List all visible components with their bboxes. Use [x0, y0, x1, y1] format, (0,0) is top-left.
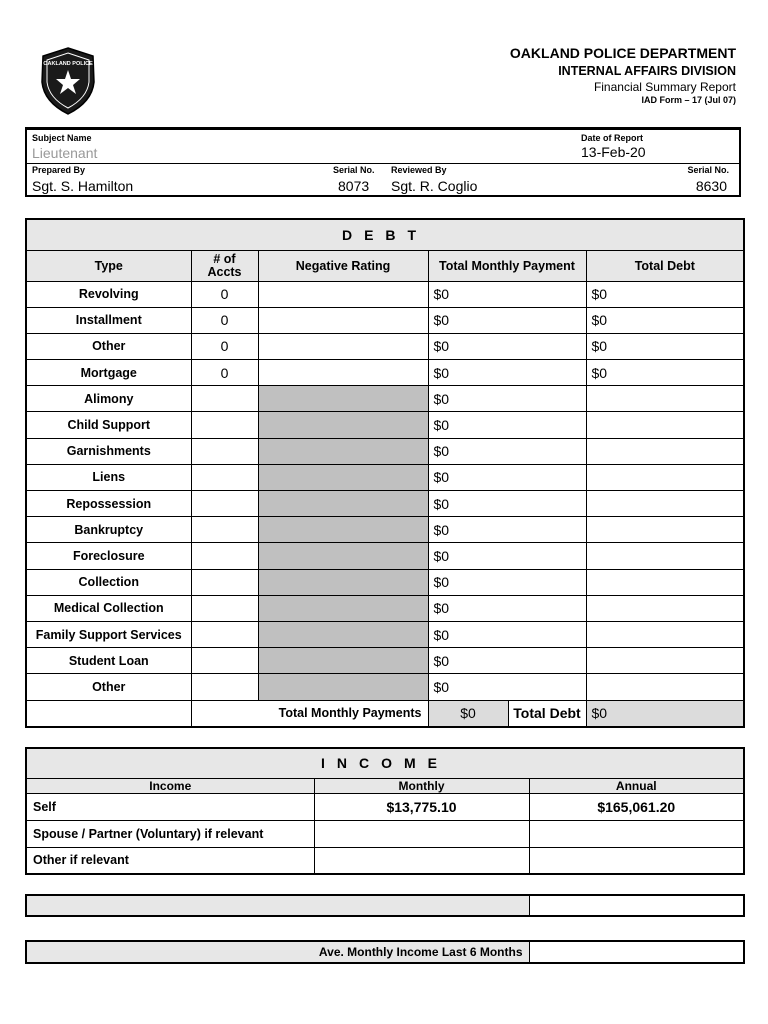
blank-summary-value[interactable] — [529, 895, 744, 916]
division-name: INTERNAL AFFAIRS DIVISION — [558, 64, 736, 78]
debt-negative-rating-cell — [258, 464, 428, 490]
debt-monthly-payment-cell[interactable]: $0 — [428, 543, 586, 569]
total-monthly-payments-label: Total Monthly Payments — [191, 700, 428, 727]
debt-negative-rating-cell[interactable] — [258, 333, 428, 359]
avg-monthly-income-row — [25, 940, 745, 964]
total-debt-label: Total Debt — [508, 700, 586, 727]
debt-type-cell: Student Loan — [26, 648, 191, 674]
seal-text: OAKLAND POLICE — [43, 61, 93, 67]
debt-accts-cell[interactable] — [191, 464, 258, 490]
debt-monthly-payment-cell[interactable]: $0 — [428, 595, 586, 621]
date-of-report-value[interactable]: 13-Feb-20 — [581, 144, 646, 160]
serial-no-value-2[interactable]: 8630 — [695, 178, 727, 194]
debt-monthly-payment-cell[interactable]: $0 — [428, 412, 586, 438]
debt-row — [26, 464, 744, 490]
debt-accts-cell[interactable] — [191, 674, 258, 700]
debt-accts-cell[interactable] — [191, 517, 258, 543]
income-row-spouse-label: Spouse / Partner (Voluntary) if relevant — [26, 820, 314, 847]
subject-name-value[interactable]: Lieutenant — [32, 145, 98, 161]
reviewed-by-label: Reviewed By — [391, 165, 447, 175]
debt-row — [26, 621, 744, 647]
income-section-title: INCOME — [26, 748, 744, 778]
debt-negative-rating-cell — [258, 517, 428, 543]
debt-total-cell[interactable] — [586, 621, 744, 647]
debt-type-cell: Revolving — [26, 281, 191, 307]
debt-type-cell: Medical Collection — [26, 595, 191, 621]
debt-type-cell: Family Support Services — [26, 621, 191, 647]
debt-row — [26, 307, 744, 333]
debt-monthly-payment-cell[interactable]: $0 — [428, 648, 586, 674]
income-row-other-monthly[interactable] — [314, 847, 529, 874]
debt-negative-rating-cell — [258, 386, 428, 412]
debt-total-cell[interactable] — [586, 491, 744, 517]
oakland-police-seal — [38, 46, 98, 116]
debt-negative-rating-cell — [258, 412, 428, 438]
income-row-self-monthly[interactable]: $13,775.10 — [314, 793, 529, 820]
debt-accts-cell[interactable] — [191, 621, 258, 647]
debt-accts-cell[interactable] — [191, 543, 258, 569]
debt-monthly-payment-cell[interactable]: $0 — [428, 464, 586, 490]
debt-row — [26, 412, 744, 438]
debt-total-cell[interactable] — [586, 648, 744, 674]
debt-negative-rating-cell — [258, 674, 428, 700]
income-header-annual: Annual — [529, 778, 744, 793]
serial-no-label-1: Serial No. — [333, 165, 375, 175]
income-row-other-label: Other if relevant — [26, 847, 314, 874]
date-of-report-label: Date of Report — [581, 133, 644, 143]
debt-row — [26, 360, 744, 386]
subject-name-label: Subject Name — [32, 133, 92, 143]
debt-total-cell[interactable] — [586, 569, 744, 595]
debt-accts-cell[interactable] — [191, 569, 258, 595]
debt-negative-rating-cell — [258, 648, 428, 674]
debt-type-cell: Foreclosure — [26, 543, 191, 569]
debt-section-title: DEBT — [26, 219, 744, 250]
serial-no-value-1[interactable]: 8073 — [338, 178, 370, 194]
debt-accts-cell[interactable] — [191, 412, 258, 438]
income-row-other-annual[interactable] — [529, 847, 744, 874]
debt-type-cell: Mortgage — [26, 360, 191, 386]
debt-negative-rating-cell[interactable] — [258, 281, 428, 307]
debt-total-cell[interactable] — [586, 674, 744, 700]
debt-row — [26, 648, 744, 674]
debt-accts-cell[interactable] — [191, 386, 258, 412]
debt-negative-rating-cell — [258, 438, 428, 464]
debt-accts-cell[interactable]: 0 — [191, 307, 258, 333]
debt-accts-cell[interactable] — [191, 648, 258, 674]
income-row-self-label: Self — [26, 793, 314, 820]
debt-accts-cell[interactable] — [191, 595, 258, 621]
debt-total-cell[interactable]: $0 — [586, 360, 744, 386]
debt-total-cell[interactable]: $0 — [586, 333, 744, 359]
total-debt-value[interactable]: $0 — [586, 700, 744, 727]
debt-total-cell[interactable] — [586, 543, 744, 569]
debt-total-cell[interactable]: $0 — [586, 281, 744, 307]
debt-negative-rating-cell — [258, 543, 428, 569]
blank-summary-row — [25, 894, 745, 917]
income-row-spouse-monthly[interactable] — [314, 820, 529, 847]
debt-row — [26, 333, 744, 359]
debt-type-cell: Collection — [26, 569, 191, 595]
debt-negative-rating-cell — [258, 491, 428, 517]
debt-type-cell: Other — [26, 674, 191, 700]
debt-negative-rating-cell — [258, 595, 428, 621]
debt-negative-rating-cell[interactable] — [258, 360, 428, 386]
debt-row — [26, 491, 744, 517]
avg-monthly-income-value[interactable] — [529, 941, 744, 963]
debt-total-cell[interactable]: $0 — [586, 307, 744, 333]
debt-type-cell: Liens — [26, 464, 191, 490]
debt-type-cell: Garnishments — [26, 438, 191, 464]
header-num-accts: # of Accts — [191, 250, 258, 281]
debt-monthly-payment-cell[interactable]: $0 — [428, 281, 586, 307]
total-monthly-payments-value[interactable]: $0 — [428, 700, 508, 727]
debt-row — [26, 674, 744, 700]
debt-monthly-payment-cell[interactable]: $0 — [428, 491, 586, 517]
debt-row — [26, 281, 744, 307]
debt-row — [26, 595, 744, 621]
report-title: Financial Summary Report — [593, 80, 736, 94]
report-info-box — [25, 127, 741, 197]
avg-monthly-income-label: Ave. Monthly Income Last 6 Months — [26, 941, 529, 963]
debt-row — [26, 543, 744, 569]
prepared-by-value[interactable]: Sgt. S. Hamilton — [32, 178, 134, 194]
debt-total-cell[interactable] — [586, 464, 744, 490]
debt-monthly-payment-cell[interactable]: $0 — [428, 307, 586, 333]
blank-summary-label — [26, 895, 529, 916]
debt-type-cell: Bankruptcy — [26, 517, 191, 543]
totals-blank-cell — [26, 700, 191, 727]
debt-total-cell[interactable] — [586, 412, 744, 438]
debt-accts-cell[interactable]: 0 — [191, 281, 258, 307]
debt-row — [26, 569, 744, 595]
header-total-monthly-payment: Total Monthly Payment — [428, 250, 586, 281]
debt-negative-rating-cell — [258, 621, 428, 647]
department-name: OAKLAND POLICE DEPARTMENT — [509, 45, 736, 61]
debt-monthly-payment-cell[interactable]: $0 — [428, 674, 586, 700]
debt-negative-rating-cell[interactable] — [258, 307, 428, 333]
debt-negative-rating-cell — [258, 569, 428, 595]
debt-monthly-payment-cell[interactable]: $0 — [428, 333, 586, 359]
debt-accts-cell[interactable] — [191, 491, 258, 517]
debt-total-cell[interactable] — [586, 386, 744, 412]
serial-no-label-2: Serial No. — [687, 165, 729, 175]
debt-type-cell: Alimony — [26, 386, 191, 412]
debt-total-cell[interactable] — [586, 438, 744, 464]
debt-type-cell: Child Support — [26, 412, 191, 438]
debt-type-cell: Installment — [26, 307, 191, 333]
debt-type-cell: Other — [26, 333, 191, 359]
debt-monthly-payment-cell[interactable]: $0 — [428, 360, 586, 386]
debt-monthly-payment-cell[interactable]: $0 — [428, 569, 586, 595]
header-type: Type — [26, 250, 191, 281]
income-row-spouse-annual[interactable] — [529, 820, 744, 847]
income-header-income: Income — [26, 778, 314, 793]
header-total-debt: Total Debt — [586, 250, 744, 281]
form-id: IAD Form – 17 (Jul 07) — [641, 95, 736, 105]
debt-accts-cell[interactable]: 0 — [191, 333, 258, 359]
reviewed-by-value[interactable]: Sgt. R. Coglio — [391, 178, 478, 194]
debt-type-cell: Repossession — [26, 491, 191, 517]
debt-total-cell[interactable] — [586, 595, 744, 621]
debt-accts-cell[interactable] — [191, 438, 258, 464]
header-negative-rating: Negative Rating — [258, 250, 428, 281]
prepared-by-label: Prepared By — [32, 165, 86, 175]
debt-monthly-payment-cell[interactable]: $0 — [428, 517, 586, 543]
income-table — [25, 747, 745, 875]
debt-monthly-payment-cell[interactable]: $0 — [428, 621, 586, 647]
debt-row — [26, 517, 744, 543]
debt-row — [26, 438, 744, 464]
debt-monthly-payment-cell[interactable]: $0 — [428, 386, 586, 412]
debt-total-cell[interactable] — [586, 517, 744, 543]
income-header-monthly: Monthly — [314, 778, 529, 793]
debt-accts-cell[interactable]: 0 — [191, 360, 258, 386]
debt-monthly-payment-cell[interactable]: $0 — [428, 438, 586, 464]
income-row-self-annual[interactable]: $165,061.20 — [529, 793, 744, 820]
debt-table — [25, 218, 745, 728]
debt-row — [26, 386, 744, 412]
